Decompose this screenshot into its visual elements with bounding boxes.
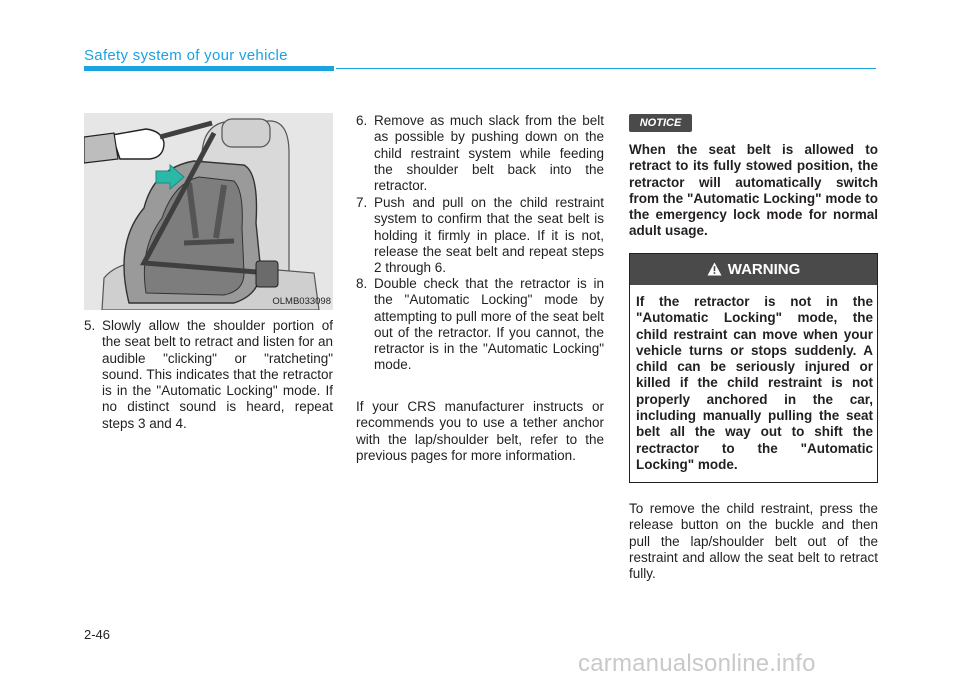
step-number: 6. — [356, 113, 368, 128]
tether-paragraph: If your CRS manufacturer instructs or recommends you to use a tether anchor with the lap/shoulder belt, refer to the previous pages for more information. — [356, 399, 604, 463]
step-text: Double check that the retractor is in the "Automatic Locking" mode by attempting to pull more of the seat belt out of the retractor. If you cannot, the retractor is in the "Automatic Locking" mode. — [374, 276, 604, 373]
child-seat-drawing — [84, 113, 333, 310]
remove-paragraph: To remove the child restraint, press the release button on the buckle and then pull the lap/shoulder belt out of the restraint and allow the seat belt to retract fully. — [629, 501, 878, 582]
step-6 — [356, 113, 604, 194]
warning-text: If the retractor is not in the "Automatic Locking" mode, the child restraint can move when your vehicle turns or stops suddenly. A child can be seriously injured or killed if the child restraint is not properly anchored in the car, including manually pulling the seat belt all the way out to shift the rectractor to the "Automatic Locking" mode. — [636, 294, 873, 472]
header-rule — [336, 68, 876, 69]
child-seat-illustration — [84, 113, 333, 310]
page-number: 2-46 — [84, 627, 111, 642]
warning-header — [630, 254, 877, 285]
step-number: 8. — [356, 276, 368, 291]
step-text: Slowly allow the shoulder portion of the seat belt to retract and listen for an audible "clicking" or "ratcheting" sound. This indicates that the retractor is in the "Automatic Locking" mode. If no distinct sound is heard, repeat steps 3 and 4. — [102, 318, 333, 431]
warning-label: WARNING — [727, 261, 801, 278]
notice-text: When the seat belt is allowed to retract to its fully stowed position, the retractor will automatically switch from the "Automatic Locking" mode to the emergency lock mode for normal adult usage. — [629, 142, 878, 239]
warning-triangle-icon — [707, 262, 722, 276]
watermark: carmanualsonline.info — [578, 650, 816, 677]
section-title: Safety system of your vehicle — [84, 47, 288, 64]
step-8 — [356, 276, 604, 374]
image-code: OLMB033098 — [272, 296, 331, 307]
step-number: 7. — [356, 195, 368, 210]
step-text: Remove as much slack from the belt as possible by pushing down on the child restraint system while feeding the shoulder belt back into the retractor. — [374, 113, 604, 194]
notice-badge: NOTICE — [629, 114, 692, 132]
step-7 — [356, 195, 604, 276]
warning-box — [629, 253, 878, 483]
step-number: 5. — [84, 318, 96, 333]
step-text: Push and pull on the child restraint system to confirm that the seat belt is holding it firmly in place. If it is not, release the seat belt and repeat steps 2 through 6. — [374, 195, 604, 276]
header-accent-bar — [84, 66, 334, 71]
step-5 — [84, 318, 333, 432]
